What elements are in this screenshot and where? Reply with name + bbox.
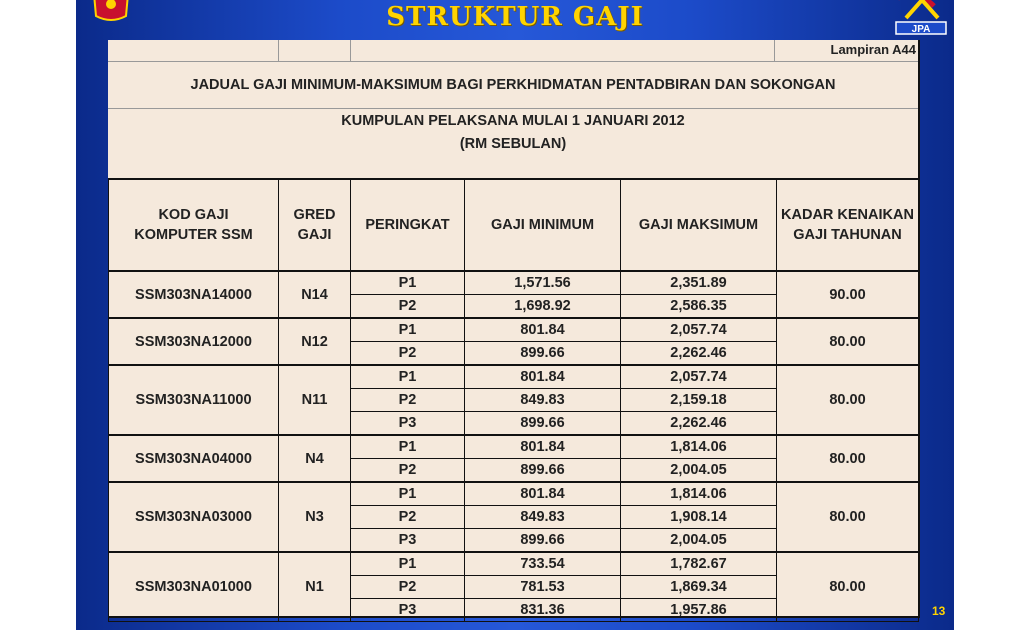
kadar-cell: 80.00: [777, 552, 919, 622]
attachment-label: Lampiran A44: [830, 42, 916, 57]
slide-title: STRUKTUR GAJI: [386, 2, 644, 32]
kod-gaji-cell: SSM303NA03000: [109, 482, 279, 552]
gaji-minimum-cell: 801.84: [465, 365, 621, 389]
kod-gaji-cell: SSM303NA12000: [109, 318, 279, 365]
table-row: [109, 552, 919, 576]
header-peringkat: PERINGKAT: [351, 179, 465, 271]
salary-table-body: [109, 271, 919, 622]
header-kod-gaji: KOD GAJI KOMPUTER SSM: [109, 179, 279, 271]
table-row: [109, 435, 919, 459]
gaji-maksimum-cell: 1,957.86: [621, 599, 777, 622]
gaji-minimum-cell: 1,571.56: [465, 271, 621, 295]
kadar-cell: 80.00: [777, 365, 919, 435]
header-gred: GRED GAJI: [279, 179, 351, 271]
logo-text: JPA: [911, 24, 931, 35]
kod-gaji-cell: SSM303NA14000: [109, 271, 279, 318]
gaji-minimum-cell: 899.66: [465, 412, 621, 436]
gaji-maksimum-cell: 1,869.34: [621, 576, 777, 599]
kadar-cell: 90.00: [777, 271, 919, 318]
table-subheading: [108, 108, 918, 178]
slide: [76, 0, 954, 630]
gaji-minimum-cell: 733.54: [465, 552, 621, 576]
table-row: [109, 482, 919, 506]
gaji-minimum-cell: 899.66: [465, 459, 621, 483]
table-row: [109, 271, 919, 295]
peringkat-cell: P1: [351, 482, 465, 506]
gaji-minimum-cell: 781.53: [465, 576, 621, 599]
gaji-maksimum-cell: 2,057.74: [621, 318, 777, 342]
gaji-minimum-cell: 801.84: [465, 435, 621, 459]
salary-document: [108, 40, 920, 618]
subheading-line-1: KUMPULAN PELAKSANA MULAI 1 JANUARI 2012: [341, 113, 685, 129]
jpa-logo-icon: [888, 0, 950, 36]
peringkat-cell: P3: [351, 599, 465, 622]
header-gaji-maksimum: GAJI MAKSIMUM: [621, 179, 777, 271]
gred-cell: N11: [279, 365, 351, 435]
gaji-maksimum-cell: 2,159.18: [621, 389, 777, 412]
kod-gaji-cell: SSM303NA04000: [109, 435, 279, 482]
gaji-maksimum-cell: 2,004.05: [621, 459, 777, 483]
peringkat-cell: P1: [351, 552, 465, 576]
gaji-minimum-cell: 899.66: [465, 342, 621, 366]
gaji-maksimum-cell: 2,262.46: [621, 412, 777, 436]
peringkat-cell: P2: [351, 295, 465, 319]
gaji-minimum-cell: 899.66: [465, 529, 621, 553]
strip-cell: [350, 40, 775, 61]
table-row: [109, 318, 919, 342]
gaji-maksimum-cell: 2,351.89: [621, 271, 777, 295]
peringkat-cell: P2: [351, 342, 465, 366]
table-row: [109, 365, 919, 389]
header-kadar: KADAR KENAIKAN GAJI TAHUNAN: [777, 179, 919, 271]
peringkat-cell: P1: [351, 318, 465, 342]
peringkat-cell: P2: [351, 459, 465, 483]
kod-gaji-cell: SSM303NA01000: [109, 552, 279, 622]
peringkat-cell: P2: [351, 506, 465, 529]
gred-cell: N12: [279, 318, 351, 365]
kadar-cell: 80.00: [777, 435, 919, 482]
peringkat-cell: P1: [351, 271, 465, 295]
gaji-maksimum-cell: 1,814.06: [621, 435, 777, 459]
peringkat-cell: P2: [351, 389, 465, 412]
peringkat-cell: P3: [351, 529, 465, 553]
gaji-maksimum-cell: 2,262.46: [621, 342, 777, 366]
kod-gaji-cell: SSM303NA11000: [109, 365, 279, 435]
subheading-line-2: (RM SEBULAN): [459, 136, 567, 152]
gaji-maksimum-cell: 2,057.74: [621, 365, 777, 389]
salary-table: [108, 178, 919, 622]
table-heading: JADUAL GAJI MINIMUM-MAKSIMUM BAGI PERKHIDMATAN PENTADBIRAN DAN SOKONGAN: [108, 61, 918, 109]
gaji-minimum-cell: 801.84: [465, 482, 621, 506]
gaji-minimum-cell: 831.36: [465, 599, 621, 622]
slide-number: 13: [932, 604, 946, 618]
strip-cell: [108, 40, 279, 61]
peringkat-cell: P2: [351, 576, 465, 599]
gaji-maksimum-cell: 2,004.05: [621, 529, 777, 553]
gred-cell: N1: [279, 552, 351, 622]
gaji-maksimum-cell: 1,908.14: [621, 506, 777, 529]
gred-cell: N4: [279, 435, 351, 482]
top-strip: [108, 40, 918, 62]
gred-cell: N14: [279, 271, 351, 318]
kadar-cell: 80.00: [777, 318, 919, 365]
gaji-minimum-cell: 849.83: [465, 389, 621, 412]
gaji-minimum-cell: 849.83: [465, 506, 621, 529]
peringkat-cell: P1: [351, 365, 465, 389]
gaji-maksimum-cell: 1,782.67: [621, 552, 777, 576]
gred-cell: N3: [279, 482, 351, 552]
peringkat-cell: P1: [351, 435, 465, 459]
gaji-maksimum-cell: 1,814.06: [621, 482, 777, 506]
gaji-minimum-cell: 1,698.92: [465, 295, 621, 319]
kadar-cell: 80.00: [777, 482, 919, 552]
header-gaji-minimum: GAJI MINIMUM: [465, 179, 621, 271]
gaji-minimum-cell: 801.84: [465, 318, 621, 342]
peringkat-cell: P3: [351, 412, 465, 436]
strip-cell: [278, 40, 351, 61]
gaji-maksimum-cell: 2,586.35: [621, 295, 777, 319]
